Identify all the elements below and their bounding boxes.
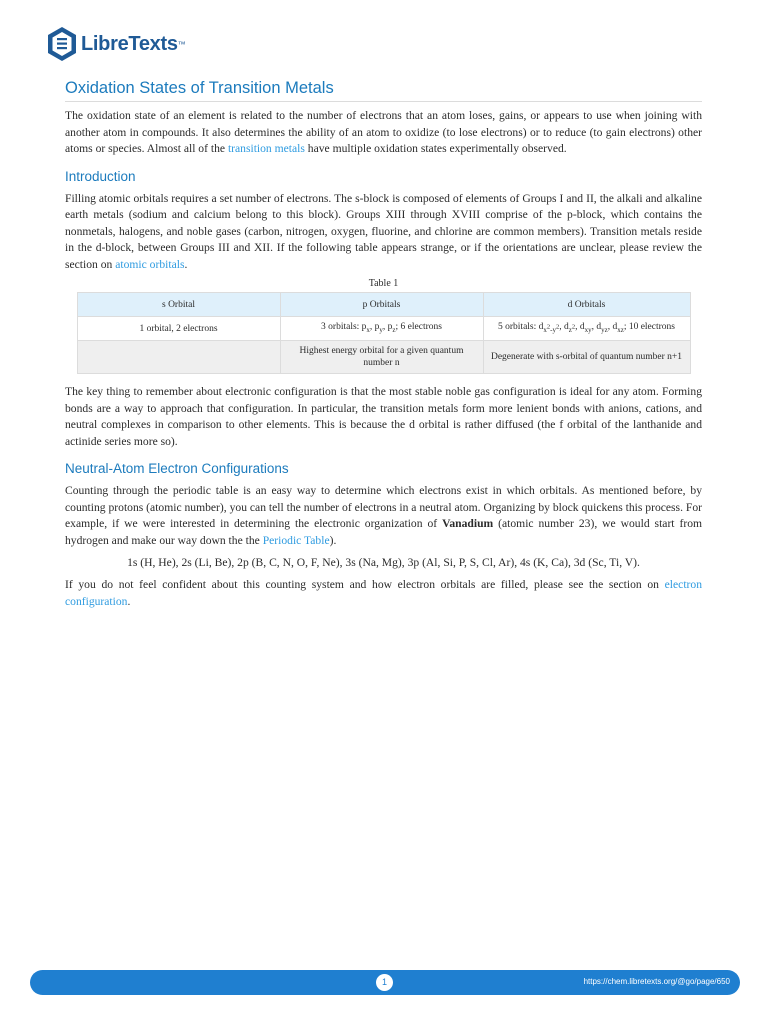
- table-header-d: d Orbitals: [483, 293, 690, 317]
- table-cell-d: 5 orbitals: $d_{x^2-y^2}$, $d_{z^2}$, $d_{xy}$, $d_{yz}$, $d_{xz}$; 10 electrons: [483, 317, 690, 341]
- neutral-atom-heading: Neutral-Atom Electron Configurations: [65, 461, 289, 476]
- page-footer: [30, 970, 740, 995]
- electron-configuration-link[interactable]: electron configuration: [65, 578, 702, 608]
- confidence-paragraph: If you do not feel confident about this counting system and how electron orbitals are filled, please see the section on electron configuration.: [65, 578, 702, 608]
- libretexts-logo-icon: [46, 26, 78, 62]
- page-title: Oxidation States of Transition Metals: [65, 78, 702, 102]
- table-header-row: [77, 293, 690, 317]
- atomic-orbitals-link[interactable]: atomic orbitals: [115, 257, 185, 271]
- page-number: 1: [376, 974, 393, 991]
- table-header-s: s Orbital: [77, 293, 280, 317]
- introduction-heading: Introduction: [65, 168, 136, 184]
- table-cell-d-note: Degenerate with s-orbital of quantum number n+1: [483, 341, 690, 374]
- libretexts-logo[interactable]: [46, 26, 186, 62]
- orbitals-table: [77, 292, 691, 374]
- introduction-paragraph: Filling atomic orbitals requires a set number of electrons. The s-block is composed of elements of Groups I and II, the alkali and alkaline earth metals (sodium and calcium belong to this block). Groups XIII through XVIII comprise of the p-block, which contains the nonmetals, halogens, and noble gases (carbon, nitrogen, oxygen, fluorine, and chlorine are common members). Transition metals reside in the d-block, between Groups III and XII. If the following table appears strange, or if the orientations are unclear, please review the section on atomic orbitals.: [65, 191, 702, 271]
- table-cell-s-empty: [77, 341, 280, 374]
- table-cell-p-note: Highest energy orbital for a given quantum number n: [280, 341, 483, 374]
- table-row: [77, 317, 690, 341]
- table-caption: Table 1: [368, 278, 399, 289]
- neutral-atom-paragraph: Counting through the periodic table is an easy way to determine which electrons exist in which orbitals. As mentioned before, by counting protons (atomic number), you can tell the number of electrons in a neutral atom. Organizing by block quickens this process. For example, if we were interested in determining the electronic organization of Vanadium (atomic number 23), we would start from hydrogen and make our way down the the Periodic Table).: [65, 484, 703, 547]
- configuration-line: 1s (H, He), 2s (Li, Be), 2p (B, C, N, O, F, Ne), 3s (Na, Mg), 3p (Al, Si, P, S, Cl, Ar), 4s (K, Ca), 3d (Sc, Ti, V).: [127, 556, 640, 569]
- key-paragraph: The key thing to remember about electronic configuration is that the most stable noble gas configuration is ideal for any atom. Forming bonds are a way to approach that configuration. In particular, the transition metals form more lenient bonds with anions, cations, and neutral complexes in comparison to other elements. This is because the d orbital is rather diffused (the f orbital of the lanthanide and actinide series more so).: [65, 385, 702, 448]
- intro-paragraph: The oxidation state of an element is related to the number of electrons that an atom loses, gains, or appears to use when joining with another atom in compounds. It also determines the ability of an atom to oxidize (to lose electrons) or to reduce (to gain electrons) other atoms or species. Almost all of the transition metals have multiple oxidation states experimentally observed.: [65, 109, 702, 155]
- periodic-table-link[interactable]: Periodic Table: [262, 533, 330, 547]
- table-header-p: p Orbitals: [280, 293, 483, 317]
- footer-url-link[interactable]: https://chem.libretexts.org/@go/page/650: [583, 977, 730, 986]
- table-cell-p: 3 orbitals: $p_x$, $p_y$, $p_z$; 6 electrons: [280, 317, 483, 341]
- table-row: [77, 341, 690, 374]
- transition-metals-link[interactable]: transition metals: [227, 142, 305, 155]
- table-cell-s: 1 orbital, 2 electrons: [77, 317, 280, 341]
- main-content: [65, 78, 702, 610]
- logo-trademark: ™: [177, 39, 186, 49]
- logo-text: LibreTexts: [81, 32, 178, 55]
